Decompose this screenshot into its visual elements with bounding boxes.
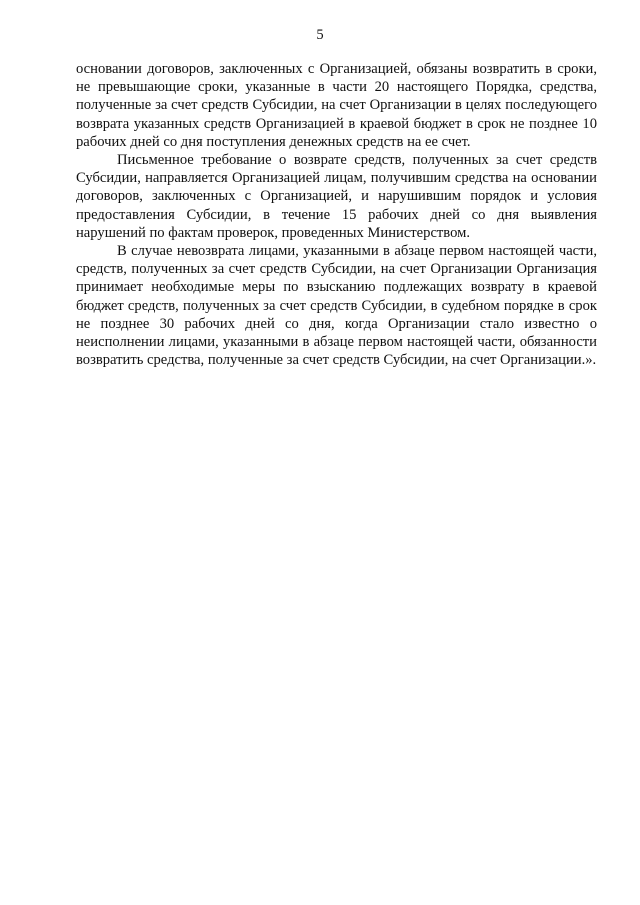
paragraph-continuation: основании договоров, заключенных с Организацией, обязаны возвратить в сроки, не превышающие сроки, указанные в части 20 настоящего Порядка, средства, полученные за счет средств Субсидии, на счет Организации в целях последующего возврата указанных средств Организацией в краевой бюджет в срок не позднее 10 рабочих дней со дня поступления денежных средств на ее счет.	[76, 61, 597, 150]
paragraph-non-return: В случае невозврата лицами, указанными в абзаце первом настоящей части, средств, полученных за счет средств Субсидии, на счет Организации Организация принимает необходимые меры по взысканию подлежащих возврату в краевой бюджет средств, полученных за счет средств Субсидии, в судебном порядке в срок не позднее 30 рабочих дней со дня, когда Организации стало известно о неисполнении лицами, указанными в абзаце первом настоящей части, обязанности возвратить средства, полученные за счет средств Субсидии, на счет Организации.».	[76, 243, 597, 369]
document-body	[76, 60, 597, 369]
page-number: 5	[316, 27, 324, 43]
paragraph-written-demand: Письменное требование о возврате средств, полученных за счет средств Субсидии, направляется Организацией лицам, получившим средства на основании договоров, заключенных с Организацией, и нарушившим порядок и условия предоставления Субсидии, в течение 15 рабочих дней со дня выявления нарушений по фактам проверок, проведенных Министерством.	[76, 152, 597, 241]
